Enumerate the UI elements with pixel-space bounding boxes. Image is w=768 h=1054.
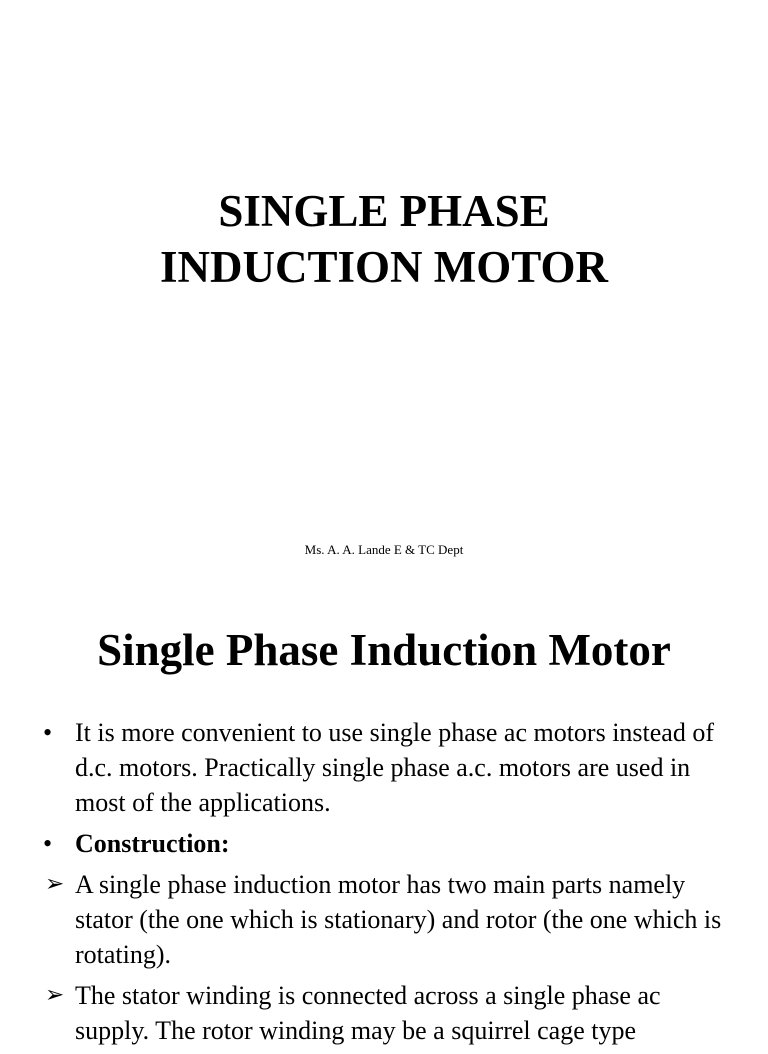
bullet-text: It is more convenient to use single phase ac motors instead of d.c. motors. Practically single phase a.c. motors are used in most of the applications. (75, 718, 715, 817)
title-line-1: SINGLE PHASE (218, 186, 550, 236)
title-line-2: INDUCTION MOTOR (160, 242, 608, 292)
slide-title-heading (0, 183, 768, 295)
bullet-text: The stator winding is connected across a single phase ac supply. The rotor winding may be a squirrel cage type (75, 981, 661, 1045)
bullet-text: A single phase induction motor has two main parts namely stator (the one which is stationary) and rotor (the one which is rotating). (75, 870, 722, 969)
bullet-text: Construction: (75, 829, 230, 858)
bullet-dot-icon: • (43, 829, 53, 858)
author-footer: Ms. A. A. Lande E & TC Dept (304, 542, 464, 557)
arrow-bullet-icon: ➢ (45, 871, 65, 897)
bullet-dot-icon: • (43, 718, 53, 747)
slide-content-heading: Single Phase Induction Motor (97, 625, 671, 675)
bullet-item (0, 978, 768, 1048)
bullet-item (0, 715, 768, 820)
slide-content (0, 576, 768, 1045)
arrow-bullet-icon: ➢ (45, 982, 65, 1008)
bullet-item (0, 867, 768, 972)
bullet-item (0, 826, 768, 861)
bullet-list (0, 715, 768, 1054)
